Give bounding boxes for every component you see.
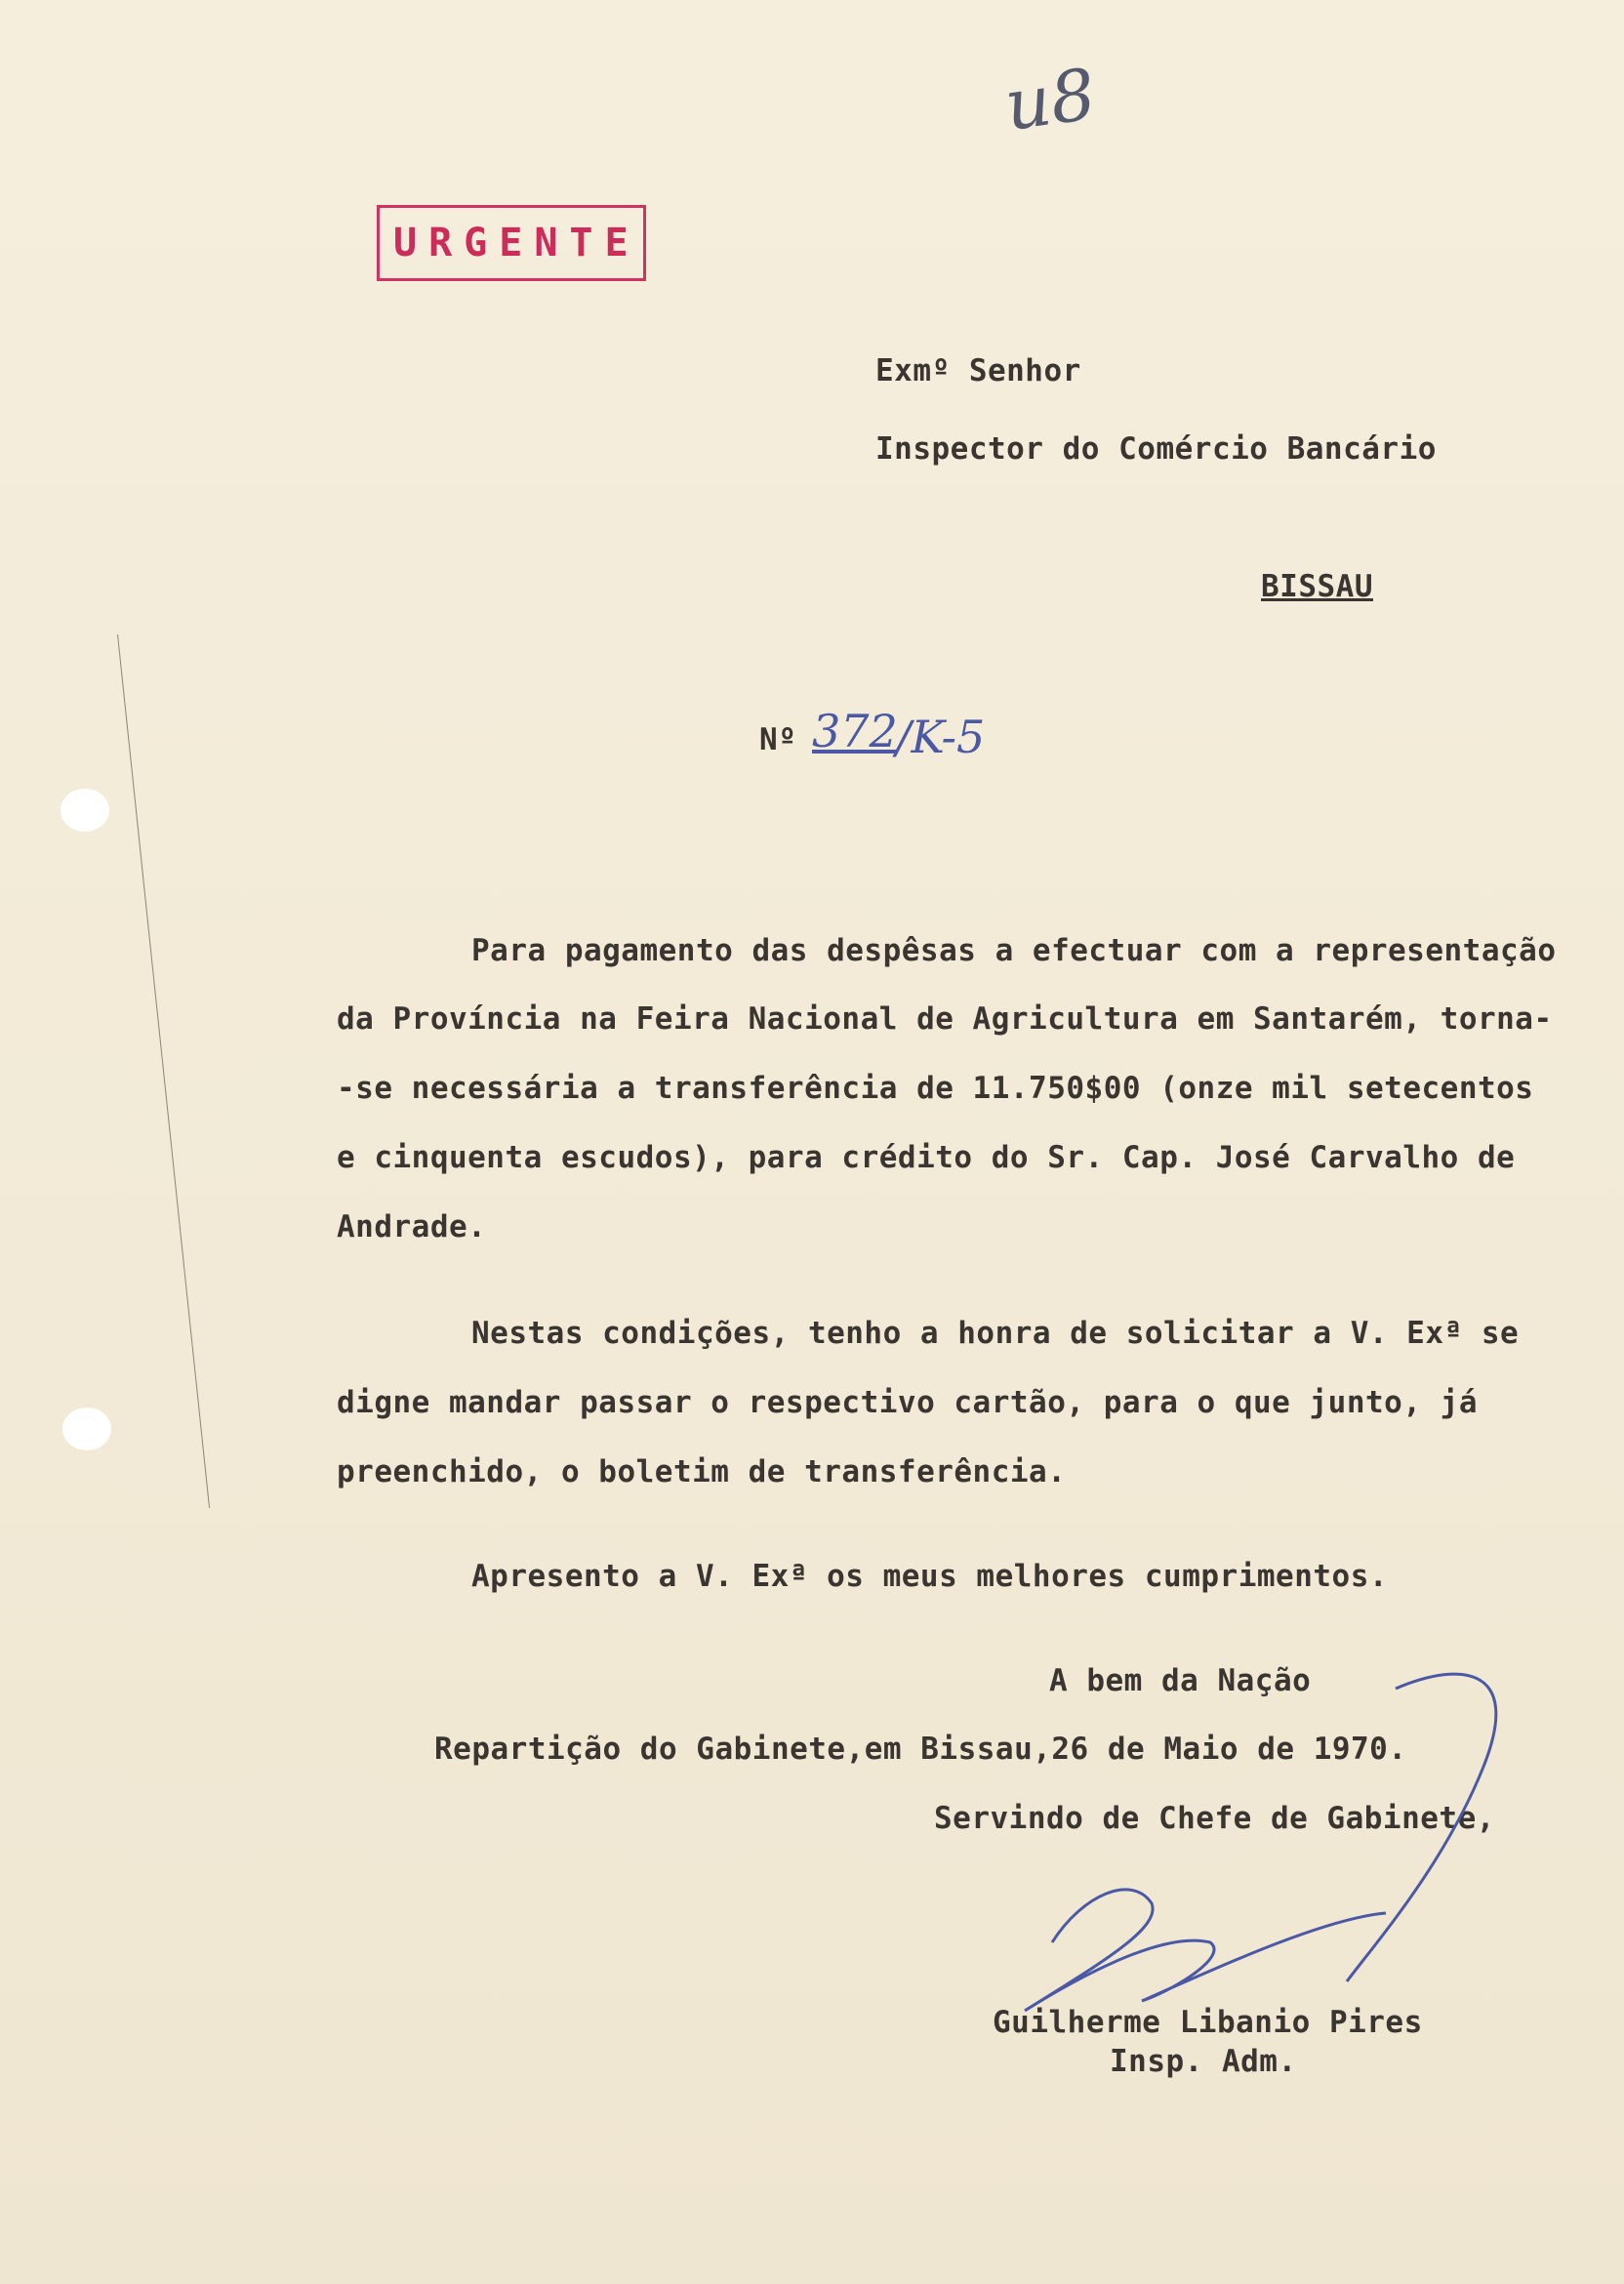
- signoff-formula: A bem da Nação: [1049, 1663, 1312, 1698]
- reference-number: 372: [812, 705, 898, 757]
- body-line: Andrade.: [337, 1209, 487, 1244]
- reference-suffix: /K-5: [896, 711, 986, 763]
- body-line: da Província na Feira Nacional de Agricultura em Santarém, torna-: [337, 1001, 1553, 1037]
- signatory-position: Insp. Adm.: [1110, 2044, 1297, 2079]
- body-line: preenchido, o boletim de transferência.: [337, 1454, 1067, 1489]
- signoff-place-date: Repartição do Gabinete,em Bissau,26 de Maio de 1970.: [434, 1732, 1407, 1767]
- body-line: Nestas condições, tenho a honra de solicitar a V. Exª se: [471, 1316, 1520, 1351]
- body-line: Para pagamento das despêsas a efectuar com a representação: [471, 933, 1557, 968]
- body-line: -se necessária a transferência de 11.750$00 (onze mil setecentos: [337, 1071, 1534, 1106]
- body-line: digne mandar passar o respectivo cartão, para o que junto, já: [337, 1385, 1478, 1420]
- signatory-name: Guilherme Libanio Pires: [993, 2005, 1423, 2040]
- corner-handwritten-mark: u8: [999, 52, 1101, 147]
- closing-line: Apresento a V. Exª os meus melhores cumprimentos.: [471, 1559, 1389, 1594]
- reference-prefix: Nº: [759, 722, 797, 757]
- signoff-role: Servindo de Chefe de Gabinete,: [934, 1801, 1495, 1836]
- addressee-salutation: Exmº Senhor: [875, 353, 1081, 388]
- addressee-city: BISSAU: [1261, 569, 1373, 604]
- urgent-stamp: URGENTE: [377, 205, 646, 281]
- body-line: e cinquenta escudos), para crédito do Sr. Cap. José Carvalho de: [337, 1140, 1516, 1175]
- addressee-title: Inspector do Comércio Bancário: [875, 431, 1437, 467]
